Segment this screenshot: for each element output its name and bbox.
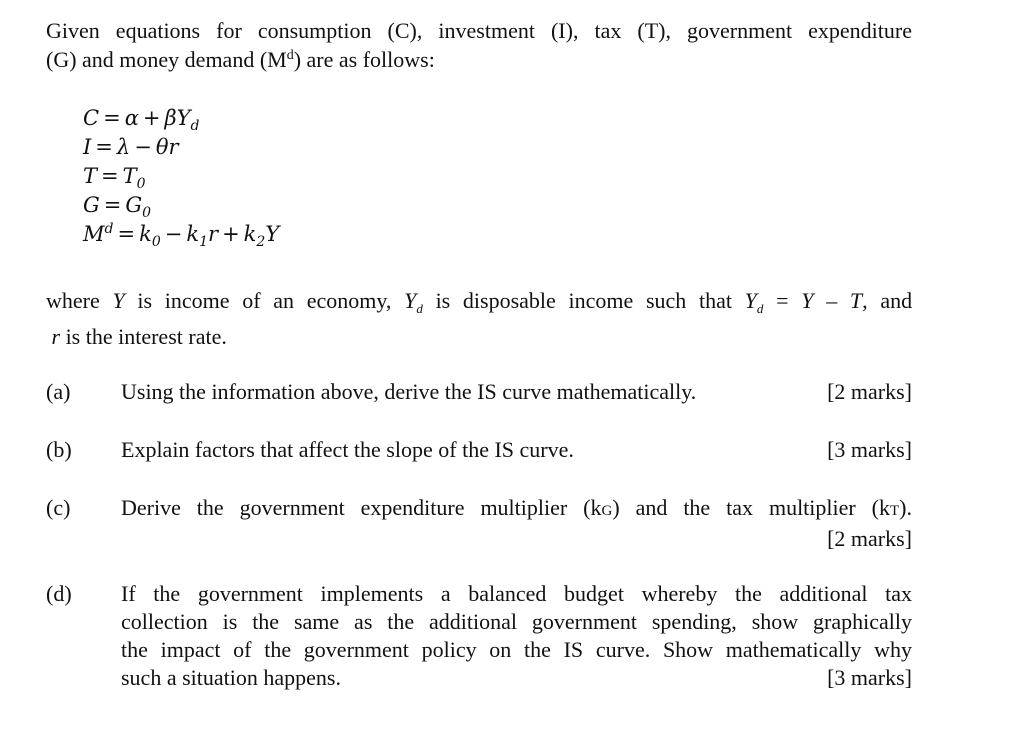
eq-i-lambda: λ bbox=[116, 135, 131, 159]
equation-money-demand bbox=[83, 220, 279, 249]
eq-m-k1-sub: 1 bbox=[199, 234, 209, 250]
eq-m-k0-sub: 0 bbox=[151, 234, 161, 250]
eq-t-lhs: T bbox=[83, 164, 98, 188]
question-d-body bbox=[121, 580, 912, 692]
intro-paragraph bbox=[46, 16, 912, 74]
where-yd-letter: Y bbox=[404, 288, 417, 313]
question-a-text: Using the information above, derive the IS curve mathematically. bbox=[121, 379, 697, 404]
eq-t-op: = bbox=[101, 164, 119, 188]
eq-c-beta-y: βY bbox=[164, 106, 191, 130]
question-b-row bbox=[121, 436, 912, 464]
eq-i-lhs: I bbox=[83, 135, 92, 159]
question-b-marks: [3 marks] bbox=[827, 437, 912, 462]
equations-block bbox=[83, 104, 279, 249]
where-yd2-sub: d bbox=[756, 301, 764, 316]
question-c-label: (c) bbox=[46, 495, 71, 520]
eq-c-sub: d bbox=[190, 118, 200, 134]
where-yd2-letter: Y bbox=[744, 288, 757, 313]
question-b-label: (b) bbox=[46, 437, 72, 462]
where-text-7: is the interest rate. bbox=[65, 324, 227, 349]
question-c-text-mid: ) and the tax multiplier (k bbox=[612, 495, 890, 520]
question-c-body bbox=[121, 494, 912, 553]
eq-g-op: = bbox=[103, 193, 122, 217]
where-text-6: , and bbox=[862, 288, 913, 313]
where-line-2 bbox=[46, 319, 912, 355]
question-c-line bbox=[121, 494, 912, 525]
intro-line-2-post: ) are as follows: bbox=[293, 47, 435, 72]
where-minus: – bbox=[826, 288, 838, 313]
where-yd bbox=[404, 288, 423, 316]
question-a-label: (a) bbox=[46, 379, 71, 404]
where-equals: = bbox=[776, 288, 789, 313]
question-d-marks: [3 marks] bbox=[827, 665, 912, 690]
eq-c-lhs: C bbox=[83, 106, 100, 130]
question-d-line-2: collection is the same as the additional government spending, show graphically bbox=[121, 609, 912, 634]
eq-i-op: = bbox=[95, 135, 113, 159]
intro-line-2-sup: d bbox=[286, 48, 294, 63]
eq-c-plus: + bbox=[142, 106, 161, 130]
eq-i-theta-r: θr bbox=[155, 135, 179, 159]
eq-m-lhs: M bbox=[83, 222, 105, 246]
equation-tax bbox=[83, 162, 279, 191]
equation-government bbox=[83, 191, 279, 220]
question-c-marks: [2 marks] bbox=[827, 526, 912, 551]
eq-g-lhs: G bbox=[83, 193, 100, 217]
question-c-sub-g: G bbox=[601, 503, 613, 519]
where-y: Y bbox=[112, 288, 125, 313]
where-line-1 bbox=[46, 283, 912, 319]
intro-line-2-pre: (G) and money demand (M bbox=[46, 47, 287, 72]
question-d-line-1: If the government implements a balanced budget whereby the additional tax bbox=[121, 581, 912, 606]
where-paragraph bbox=[46, 283, 912, 355]
question-a-row bbox=[121, 378, 912, 406]
question-b-text: Explain factors that affect the slope of the IS curve. bbox=[121, 437, 574, 462]
where-text-2: is income of an economy, bbox=[137, 288, 392, 313]
where-t: T bbox=[849, 288, 863, 313]
question-c-text-post: ). bbox=[899, 495, 912, 520]
eq-m-op: = bbox=[117, 222, 136, 246]
eq-t-rhs: T bbox=[122, 164, 137, 188]
intro-line-2 bbox=[46, 45, 912, 74]
eq-m-sup: d bbox=[104, 221, 114, 237]
equation-consumption bbox=[83, 104, 279, 133]
where-yd-sub: d bbox=[416, 301, 423, 316]
eq-c-op: = bbox=[103, 106, 121, 130]
question-d-label: (d) bbox=[46, 581, 72, 606]
eq-m-k0: k bbox=[139, 222, 152, 246]
where-yd2 bbox=[744, 288, 764, 316]
eq-m-minus: − bbox=[164, 222, 183, 246]
question-c-sub-t: T bbox=[890, 503, 900, 519]
intro-line-1: Given equations for consumption (C), investment (I), tax (T), government expenditure bbox=[46, 18, 912, 43]
eq-c-alpha: α bbox=[124, 106, 139, 130]
eq-m-plus: + bbox=[222, 222, 240, 246]
question-a-marks: [2 marks] bbox=[827, 379, 912, 404]
equation-investment bbox=[83, 133, 279, 162]
question-d-line-3: the impact of the government policy on the IS curve. Show mathematically why bbox=[121, 637, 912, 662]
where-text-1: where bbox=[46, 288, 100, 313]
where-y2: Y bbox=[801, 288, 814, 313]
question-d-line-4: such a situation happens. bbox=[121, 665, 341, 690]
eq-m-k2-sub: 2 bbox=[256, 234, 266, 250]
question-c-text-pre: Derive the government expenditure multiplier (k bbox=[121, 495, 602, 520]
eq-g-sub: 0 bbox=[142, 205, 152, 221]
where-text-3: is disposable income such that bbox=[435, 288, 732, 313]
eq-m-k2: k bbox=[243, 222, 257, 246]
where-r: r bbox=[51, 324, 61, 349]
question-d-last-row bbox=[121, 664, 912, 692]
eq-m-k1: k bbox=[186, 222, 200, 246]
eq-i-minus: − bbox=[134, 135, 152, 159]
eq-g-rhs: G bbox=[125, 193, 143, 217]
eq-m-y: Y bbox=[265, 222, 280, 246]
eq-m-r: r bbox=[208, 222, 219, 246]
eq-t-sub: 0 bbox=[136, 176, 146, 192]
